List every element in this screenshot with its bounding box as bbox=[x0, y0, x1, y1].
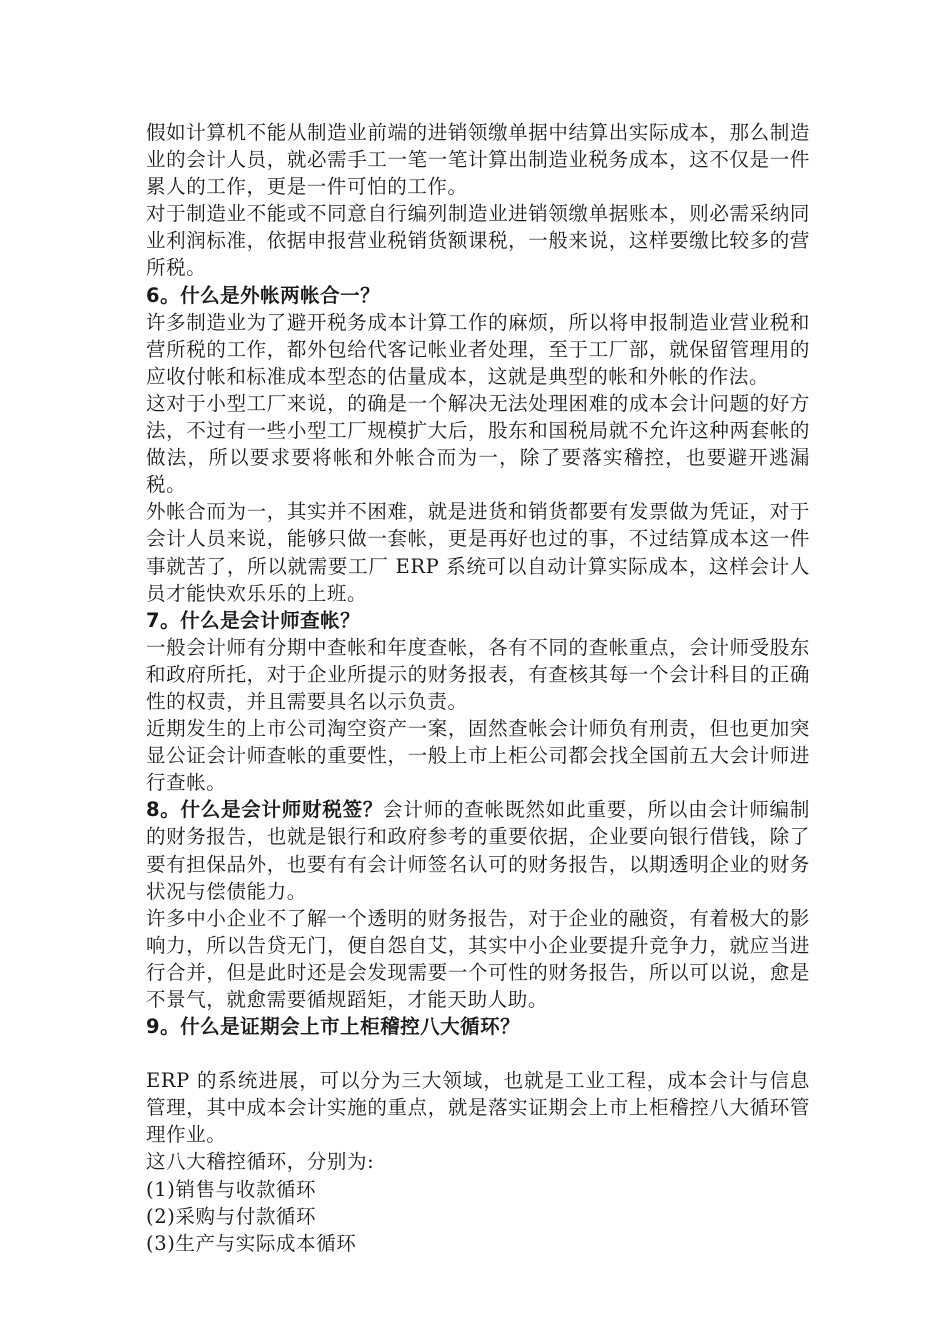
paragraph: 假如计算机不能从制造业前端的进销领缴单据中结算出实际成本，那么制造业的会计人员，就必需手工一笔一笔计算出制造业税务成本，这不仅是一件累人的工作，更是一件可怕的工作。 bbox=[146, 121, 810, 199]
section-heading-9: 9。什么是证期会上市上柜稽控八大循环？ bbox=[146, 1015, 521, 1039]
document-page bbox=[146, 119, 810, 1257]
paragraph: 这八大稽控循环，分别为: bbox=[146, 1150, 375, 1174]
section-heading-8: 8。什么是会计师财税签？ bbox=[146, 798, 383, 822]
blank-line bbox=[146, 1040, 810, 1067]
section-heading-6: 6。什么是外帐两帐合一？ bbox=[146, 283, 381, 307]
list-item: (1)销售与收款循环 bbox=[146, 1177, 317, 1201]
paragraph: 外帐合而为一，其实并不困难，就是进货和销货都要有发票做为凭证，对于会计人员来说，能够只做一套帐，更是再好也过的事，不过结算成本这一件事就苦了，所以就需要工厂 ERP 系统可以自动计算实际成本，这样会计人员才能快欢乐乐的上班。 bbox=[146, 500, 810, 605]
paragraph: 这对于小型工厂来说，的确是一个解决无法处理困难的成本会计问题的好方法，不过有一些小型工厂规模扩大后，股东和国税局就不允许这种两套帐的做法，所以要求要将帐和外帐合而为一，除了要落实稽控，也要避开逃漏税。 bbox=[146, 391, 810, 497]
paragraph: 许多制造业为了避开税务成本计算工作的麻烦，所以将申报制造业营业税和营所税的工作，都外包给代客记帐业者处理，至于工厂部，就保留管理用的应收付帐和标准成本型态的估量成本，这就是典型的帐和外帐的作法。 bbox=[146, 310, 810, 388]
paragraph-with-heading-8 bbox=[146, 796, 810, 904]
paragraph: 一般会计师有分期中查帐和年度查帐，各有不同的查帐重点，会计师受股东和政府所托，对于企业所提示的财务报表，有查核其每一个会计科目的正确性的权责，并且需要具名以示负责。 bbox=[146, 635, 810, 713]
list-item: (3)生产与实际成本循环 bbox=[146, 1231, 357, 1255]
paragraph: 对于制造业不能或不同意自行编列制造业进销领缴单据账本，则必需采纳同业利润标准，依据申报营业税销货额课税，一般来说，这样要缴比较多的营所税。 bbox=[146, 202, 810, 280]
section-heading-7: 7。什么是会计师查帐？ bbox=[146, 608, 361, 632]
paragraph: ERP 的系统进展，可以分为三大领域，也就是工业工程，成本会计与信息管理，其中成本会计实施的重点，就是落实证期会上市上柜稽控八大循环管理作业。 bbox=[146, 1069, 810, 1147]
list-item: (2)采购与付款循环 bbox=[146, 1204, 317, 1228]
paragraph: 许多中小企业不了解一个透明的财务报告，对于企业的融资，有着极大的影响力，所以告贷无门，便自怨自艾，其实中小企业要提升竞争力，就应当进行合并，但是此时还是会发现需要一个可性的财务报告，所以可以说，愈是不景气，就愈需要循规蹈矩，才能天助人助。 bbox=[146, 906, 810, 1011]
paragraph: 近期发生的上市公司淘空资产一案，固然查帐会计师负有刑责，但也更加突显公证会计师查帐的重要性，一般上市上柜公司都会找全国前五大会计师进行查帐。 bbox=[146, 717, 810, 795]
paragraph-text: 会计师的查帐既然如此重要，所以由会计师编制的财务报告，也就是银行和政府参考的重要依据，企业要向银行借钱，除了要有担保品外，也要有有会计师签名认可的财务报告，以期透明企业的财务状况与偿债能力。 bbox=[146, 798, 810, 903]
